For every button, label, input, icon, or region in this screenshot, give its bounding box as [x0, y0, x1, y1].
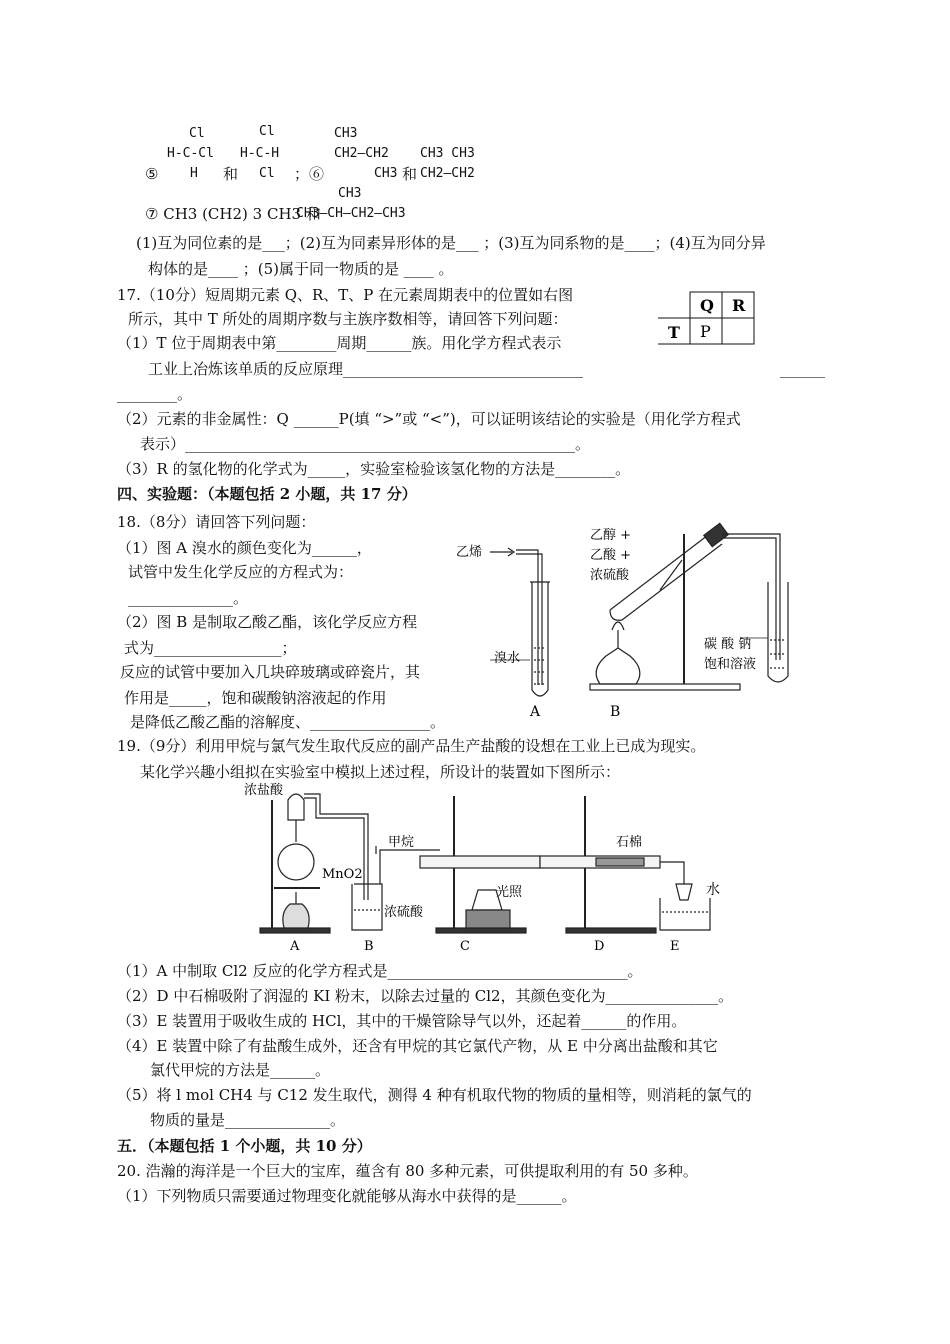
formula-6b-line2: CH2—CH2	[420, 166, 475, 181]
q18-line6: 式为_________________；	[124, 639, 297, 657]
label-bromine-water: 溴水	[494, 651, 521, 666]
q18-apparatus-figure	[450, 520, 800, 725]
formula-6a-line2: CH2—CH2	[334, 146, 389, 161]
label-mno2: MnO2	[322, 867, 363, 882]
formula-7-chain: CH3—CH—CH2—CH3	[296, 206, 406, 221]
q19-sub3: （3）E 装置用于吸收生成的 HCl，其中的干燥管除导气以外，还起着______的作用。	[117, 1012, 687, 1030]
label-water: 水	[706, 882, 720, 898]
q18-line8: 作用是_____，饱和碳酸钠溶液起的作用	[124, 689, 387, 707]
q17-line3: （1）T 位于周期表中第________周期______族。用化学方程式表示	[117, 334, 562, 352]
q19-sub5b: 物质的量是______________。	[150, 1111, 346, 1129]
q17-line6: （2）元素的非金属性：Q ______P(填 “>”或 “<”)，可以证明该结论的实验是（用化学方程式	[117, 410, 741, 428]
label-conc-h2so4: 浓硫酸	[384, 905, 424, 920]
formula-5b-bot: Cl	[259, 166, 275, 181]
q18-line5: （2）图 B 是制取乙酸乙酯，该化学反应方程	[117, 613, 418, 631]
q18-line4: ______________。	[128, 589, 249, 607]
label-sodium-carbonate-1: 碳 酸 钠	[704, 637, 752, 652]
formula-5b-mid: H-C-H	[240, 146, 280, 161]
formula-7-text: ⑦ CH3 (CH2) 3 CH3 和	[145, 205, 321, 223]
q20-line2: （1）下列物质只需要通过物理变化就能够从海水中获得的是______。	[117, 1187, 577, 1205]
section-4-heading: 四、实验题：（本题包括 2 小题，共 17 分）	[117, 485, 417, 503]
label-reagent-1: 乙醇 +	[590, 528, 632, 543]
q19-sub2: （2）D 中石棉吸附了润湿的 KI 粉末，以除去过量的 Cl2，其颜色变化为_______________。	[117, 987, 734, 1005]
q19-sub4a: （4）E 装置中除了有盐酸生成外，还含有甲烷的其它氯代产物，从 E 中分离出盐酸和其它	[117, 1037, 718, 1055]
formula-5a-top: Cl	[189, 126, 205, 141]
label-conc-hcl: 浓盐酸	[244, 783, 284, 798]
formula-7-top: CH3	[338, 186, 362, 201]
q19-line2: 某化学兴趣小组拟在实验室中模拟上述过程，所设计的装置如下图所示：	[140, 763, 621, 781]
q17-line4-blank: ______	[780, 360, 825, 378]
label-reagent-2: 乙酸 +	[590, 548, 632, 563]
formula-6a-line3: CH3	[374, 166, 398, 181]
q17-line1: 17.（10分）短周期元素 Q、R、T、P 在元素周期表中的位置如右图	[117, 286, 574, 304]
formula-6a-line1: CH3	[334, 126, 358, 141]
formula-5a-mid: H-C-Cl	[167, 146, 214, 161]
label-ethylene: 乙烯	[456, 545, 483, 560]
label-light: 光照	[496, 885, 523, 900]
label-sodium-carbonate-2: 饱和溶液	[704, 657, 757, 672]
q18-line9: 是降低乙酸乙酯的溶解度、________________。	[130, 713, 446, 731]
formula-6-and: 和	[402, 165, 418, 183]
q19-sub1: （1）A 中制取 Cl2 反应的化学方程式是________________________________。	[117, 962, 643, 980]
q18-line7: 反应的试管中要加入几块碎玻璃或碎瓷片，其	[120, 663, 421, 681]
q16-line1: (1)互为同位素的是___；(2)互为同素异形体的是___ ；(3)互为同系物的是____；(4)互为同分异	[136, 234, 766, 252]
label-reagent-3: 浓硫酸	[590, 568, 630, 583]
q19-sub4b: 氯代甲烷的方法是______。	[150, 1061, 331, 1079]
q19-apparatus-figure	[240, 780, 740, 955]
formula-5-semicolon: ；⑥	[294, 165, 325, 183]
q17-line8: （3）R 的氢化物的化学式为_____，实验室检验该氢化物的方法是________。	[117, 460, 631, 478]
q18-line2: （1）图 A 溴水的颜色变化为______，	[117, 539, 372, 557]
q16-line2: 构体的是____ ；(5)属于同一物质的是 ____ 。	[148, 260, 454, 278]
label-asbestos: 石棉	[616, 835, 643, 850]
q19-sub5a: （5）将 l mol CH4 与 C12 发生取代，测得 4 种有机取代物的物质的量相等，则消耗的氯气的	[117, 1086, 752, 1104]
q20-line1: 20. 浩瀚的海洋是一个巨大的宝库，蕴含有 80 多种元素，可供提取利用的有 50 多种。	[117, 1162, 698, 1180]
q17-line4: 工业上冶炼该单质的反应原理________________________________	[148, 360, 584, 378]
table-cell-q: Q	[700, 296, 714, 315]
label-fig-b: B	[610, 704, 621, 720]
label-fig19-c: C	[460, 939, 470, 954]
label-fig19-e: E	[670, 939, 680, 954]
periodic-table-fragment	[656, 290, 760, 348]
label-fig19-d: D	[594, 939, 605, 954]
formula-5b-top: Cl	[259, 124, 275, 139]
q19-line1: 19.（9分）利用甲烷与氯气发生取代反应的副产品生产盐酸的设想在工业上已成为现实。	[117, 737, 706, 755]
formula-6b-line1: CH3 CH3	[420, 146, 475, 161]
q17-line7: 表示）____________________________________________________。	[140, 435, 591, 453]
q18-line1: 18.（8分）请回答下列问题：	[117, 513, 316, 531]
label-fig19-a: A	[290, 939, 300, 954]
q17-line2: 所示，其中 T 所处的周期序数与主族序数相等，请回答下列问题：	[128, 310, 568, 328]
label-methane: 甲烷	[388, 835, 415, 850]
formula-5-label: ⑤	[145, 165, 159, 183]
formula-5a-bot: H	[190, 166, 198, 181]
table-cell-p: P	[700, 322, 711, 341]
label-fig-a: A	[530, 704, 541, 720]
label-fig19-b: B	[364, 939, 374, 954]
q17-line5: ________。	[117, 385, 193, 403]
table-cell-t: T	[668, 323, 680, 342]
q18-line3: 试管中发生化学反应的方程式为：	[128, 563, 354, 581]
table-cell-r: R	[732, 296, 746, 315]
section-5-heading: 五．（本题包括 1 个小题，共 10 分）	[117, 1137, 372, 1155]
formula-5-and: 和	[223, 165, 239, 183]
